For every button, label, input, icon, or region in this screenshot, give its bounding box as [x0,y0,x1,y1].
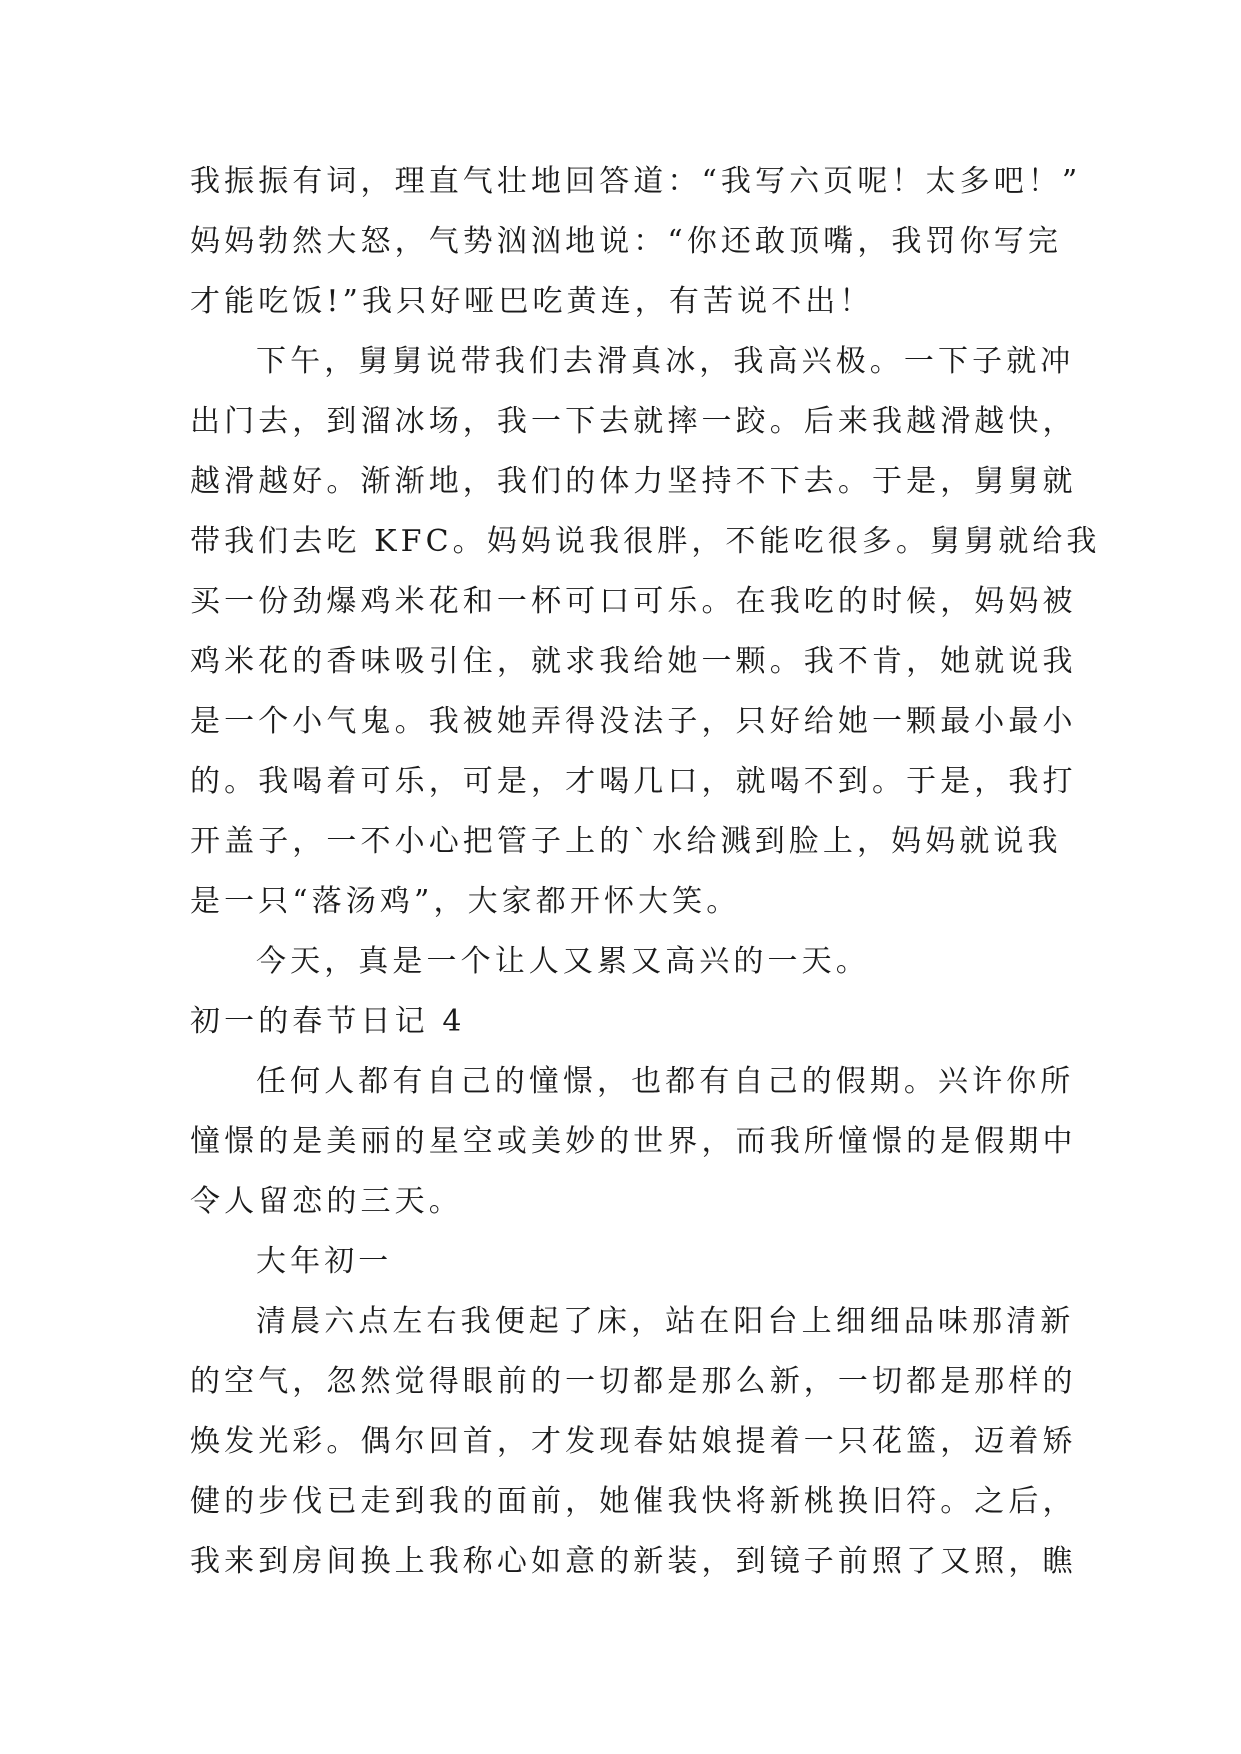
text-line: 我振振有词，理直气壮地回答道：“我写六页呢！太多吧！” [190,164,1082,199]
text-line: 买一份劲爆鸡米花和一杯可口可乐。在我吃的时候，妈妈被 [190,584,1077,619]
text-line: 是一只“落汤鸡”，大家都开怀大笑。 [190,884,741,919]
text-line: 出门去，到溜冰场，我一下去就摔一跤。后来我越滑越快， [190,404,1077,439]
text-line: 今天，真是一个让人又累又高兴的一天。 [256,944,870,979]
text-line: 令人留恋的三天。 [190,1184,463,1219]
text-line: 越滑越好。渐渐地，我们的体力坚持不下去。于是，舅舅就 [190,464,1077,499]
text-line: 健的步伐已走到我的面前，她催我快将新桃换旧符。之后， [190,1484,1077,1519]
text-line: 的空气，忽然觉得眼前的一切都是那么新，一切都是那样的 [190,1364,1077,1399]
text-line: 的。我喝着可乐，可是，才喝几口，就喝不到。于是，我打 [190,764,1077,799]
text-line: 任何人都有自己的憧憬，也都有自己的假期。兴许你所 [256,1064,1075,1099]
text-line: 焕发光彩。偶尔回首，才发现春姑娘提着一只花篮，迈着矫 [190,1424,1077,1459]
text-line: 才能吃饭!”我只好哑巴吃黄连，有苦说不出！ [190,284,874,319]
text-line: 大年初一 [256,1244,393,1279]
text-line: 我来到房间换上我称心如意的新装，到镜子前照了又照，瞧 [190,1544,1077,1579]
text-line: 初一的春节日记 4 [190,1004,466,1039]
document-body [190,152,1101,1592]
text-line: 开盖子，一不小心把管子上的`水给溅到脸上，妈妈就说我 [190,824,1062,859]
text-line: 清晨六点左右我便起了床，站在阳台上细细品味那清新 [256,1304,1075,1339]
text-line: 憧憬的是美丽的星空或美妙的世界，而我所憧憬的是假期中 [190,1124,1077,1159]
text-line: 鸡米花的香味吸引住，就求我给她一颗。我不肯，她就说我 [190,644,1077,679]
text-line: 是一个小气鬼。我被她弄得没法子，只好给她一颗最小最小 [190,704,1077,739]
text-line: 妈妈勃然大怒，气势汹汹地说：“你还敢顶嘴，我罚你写完 [190,224,1062,259]
text-line: 下午，舅舅说带我们去滑真冰，我高兴极。一下子就冲 [256,344,1075,379]
text-line: 带我们去吃 KFC。妈妈说我很胖，不能吃很多。舅舅就给我 [190,524,1101,559]
